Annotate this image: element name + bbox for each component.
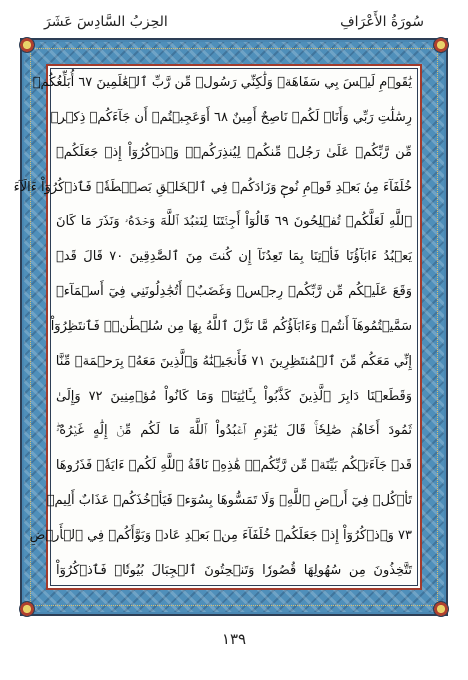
page-number: ١٣٩ bbox=[221, 630, 247, 648]
verse-block bbox=[13, 74, 412, 580]
verse-line: مِّن رَّبِّكُمۡ عَلَىٰ رَجُلٖ مِّنكُمۡ لِيُنذِرَكُمۡۚ وَٱذۡكُرُوٓاْ إِذۡ جَعَلَكُمۡ bbox=[56, 144, 412, 160]
verse-line: سَمَّيۡتُمُوهَآ أَنتُمۡ وَءَابَآؤُكُم مَّا نَزَّلَ ٱللَّهُ بِهَا مِن سُلۡطَٰنٖۚ فَٱنتَظِرُوٓاْ bbox=[50, 318, 412, 334]
corner-ornament-icon bbox=[433, 601, 449, 617]
corner-ornament-icon bbox=[19, 601, 35, 617]
surah-title: سُورَةُ الأَعْرَافِ bbox=[340, 14, 424, 30]
page-header bbox=[44, 12, 424, 34]
corner-ornament-icon bbox=[19, 37, 35, 53]
verse-line: خُلَفَآءَ مِنۢ بَعۡدِ قَوۡمِ نُوحٖ وَزَادَكُمۡ فِي ٱلۡخَلۡقِ بَصۜۡطَةٗۖ فَٱذۡكُرُوٓاْ ءَالَآءَ bbox=[13, 179, 412, 195]
juz-title: الحِزبُ السَّادِسَ عَشَرَ bbox=[44, 14, 168, 30]
verse-line: ٧٣ وَٱذۡكُرُوٓاْ إِذۡ جَعَلَكُمۡ خُلَفَآءَ مِنۢ بَعۡدِ عَادٖ وَبَوَّأَكُمۡ فِي ٱلۡأَرۡضِ bbox=[29, 527, 412, 543]
verse-line: قَدۡ جَآءَتۡكُم بَيِّنَةٞ مِّن رَّبِّكُمۡۖ هَٰذِهِۦ نَاقَةُ ٱللَّهِ لَكُمۡ ءَايَةٗۖ فَذَرُوهَا bbox=[55, 458, 412, 474]
verse-line: تَأۡكُلۡ فِيٓ أَرۡضِ ٱللَّهِۖ وَلَا تَمَسُّوهَا بِسُوٓءٖ فَيَأۡخُذَكُمۡ عَذَابٌ أَلِيمٞ bbox=[46, 493, 412, 509]
verse-line: تَتَّخِذُونَ مِن سُهُولِهَا قُصُورٗا وَتَنۡحِتُونَ ٱلۡجِبَالَ بُيُوتٗاۖ فَٱذۡكُرُوٓاْ bbox=[56, 562, 412, 578]
verse-line: ثَمُودَ أَخَاهُمۡ صَٰلِحٗاۚ قَالَ يَٰقَوۡمِ ٱعۡبُدُواْ ٱللَّهَ مَا لَكُم مِّنۡ إِلَٰهٍ غَيۡرُهُۥۖ bbox=[56, 423, 412, 439]
verse-line: يَٰقَوۡمِ لَيۡسَ بِي سَفَاهَةٞ وَلَٰكِنِّي رَسُولٞ مِّن رَّبِّ ٱلۡعَٰلَمِينَ ٦٧ أُبَلِّغُكُمۡ bbox=[32, 75, 412, 90]
verse-line: وَقَعَ عَلَيۡكُم مِّن رَّبِّكُمۡ رِجۡسٞ وَغَضَبٌۖ أَتُجَٰدِلُونَنِي فِيٓ أَسۡمَآءٖ bbox=[56, 284, 412, 300]
text-panel bbox=[13, 64, 422, 590]
corner-ornament-icon bbox=[433, 37, 449, 53]
verse-line: وَقَطَعۡنَا دَابِرَ ٱلَّذِينَ كَذَّبُواْ بِـَٔايَٰتِنَاۖ وَمَا كَانُواْ مُؤۡمِنِينَ ٧٢ وَإِلَىٰ bbox=[56, 388, 412, 404]
verse-line: ٱللَّهِ لَعَلَّكُمۡ تُفۡلِحُونَ ٦٩ قَالُوٓاْ أَجِئۡتَنَا لِنَعۡبُدَ ٱللَّهَ وَحۡدَهُۥ وَنَذَرَ مَا كَانَ bbox=[56, 214, 412, 230]
verse-line: يَعۡبُدُ ءَابَآؤُنَا فَأۡتِنَا بِمَا تَعِدُنَآ إِن كُنتَ مِنَ ٱلصَّٰدِقِينَ ٧٠ قَالَ قَدۡ bbox=[56, 249, 412, 265]
verse-line: إِنِّي مَعَكُم مِّنَ ٱلۡمُنتَظِرِينَ ٧١ فَأَنجَيۡنَٰهُ وَٱلَّذِينَ مَعَهُۥ بِرَحۡمَةٖ مِّنَّا bbox=[55, 353, 412, 369]
verse-line: رِسَٰلَٰتِ رَبِّي وَأَنَا۠ لَكُمۡ نَاصِحٌ أَمِينٌ ٦٨ أَوَعَجِبۡتُمۡ أَن جَآءَكُمۡ ذِكۡرٞ bbox=[50, 109, 412, 125]
